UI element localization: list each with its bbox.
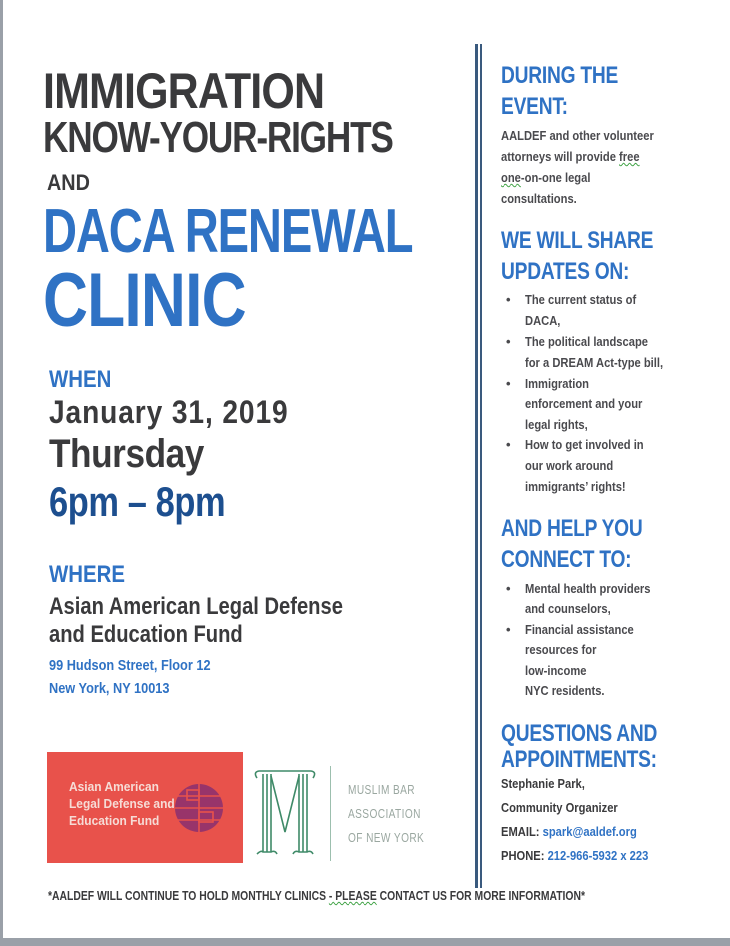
mbany-divider (330, 766, 331, 861)
during-heading-line2: EVENT: (501, 93, 568, 120)
aaldef-logo (47, 752, 243, 863)
share-heading-line1: WE WILL SHARE (501, 227, 654, 254)
mbany-logo-line2: ASSOCIATION (348, 806, 421, 821)
flyer-page (3, 0, 730, 938)
headline-daca-renewal: DACA RENEWAL (43, 197, 413, 266)
contact-phone (501, 848, 648, 863)
contact-email (501, 824, 637, 839)
headline-know-your-rights: KNOW-YOUR-RIGHTS (43, 113, 393, 162)
aaldef-logo-text (69, 778, 175, 829)
connect-heading-line1: AND HELP YOU (501, 515, 643, 542)
share-item-2-line2: for a DREAM Act-type bill, (525, 355, 664, 370)
when-label: WHEN (49, 366, 112, 393)
venue-name-line1: Asian American Legal Defense (49, 593, 343, 620)
connect-item-2-line4: NYC residents. (525, 683, 605, 698)
contact-title: Community Organizer (501, 800, 618, 815)
share-item-4-line3: immigrants’ rights! (525, 479, 626, 494)
during-text-line1: AALDEF and other volunteer (501, 128, 654, 143)
during-heading-line1: DURING THE (501, 62, 619, 89)
questions-heading-line2: APPOINTMENTS: (501, 746, 657, 773)
mbany-logo-line1: MUSLIM BAR (348, 782, 416, 797)
venue-address-line2: New York, NY 10013 (49, 680, 170, 697)
during-text-line2 (501, 149, 640, 164)
bullet-icon: • (506, 581, 511, 596)
spellcheck-word-please: - PLEASE (328, 889, 377, 903)
connect-item-2-line1: Financial assistance (525, 622, 634, 637)
share-item-3-line2: enforcement and your (525, 396, 643, 411)
during-text-line3-part: -on-one legal (520, 170, 591, 185)
during-text-line4: consultations. (501, 191, 577, 206)
venue-name-line2: and Education Fund (49, 621, 243, 648)
share-item-1-line2: DACA, (525, 313, 561, 328)
email-label: EMAIL: (501, 824, 543, 839)
event-day: Thursday (49, 432, 204, 476)
share-item-1-line1: The current status of (525, 292, 637, 307)
bullet-icon: • (506, 622, 511, 637)
footer-note-part3: CONTACT US FOR MORE INFORMATION* (376, 889, 586, 903)
headline-immigration: IMMIGRATION (43, 63, 325, 119)
share-item-2-line1: The political landscape (525, 334, 649, 349)
share-item-4-line1: How to get involved in (525, 437, 644, 452)
phone-label: PHONE: (501, 848, 548, 863)
connect-item-1-line2: and counselors, (525, 601, 611, 616)
where-label: WHERE (49, 561, 125, 588)
event-date: January 31, 2019 (49, 394, 289, 430)
share-item-4-line2: our work around (525, 458, 614, 473)
headline-and: AND (47, 170, 90, 195)
during-text-line2-part: attorneys will provide (501, 149, 620, 164)
bullet-icon: • (506, 437, 511, 452)
mbany-logo-text (348, 778, 424, 850)
phone-number: 212-966-5932 x 223 (547, 848, 649, 863)
connect-item-2-line3: low-income (525, 663, 587, 678)
questions-heading-line1: QUESTIONS AND (501, 720, 658, 747)
headline-clinic: CLINIC (43, 258, 246, 343)
bullet-icon: • (506, 376, 511, 391)
share-item-3-line3: legal rights, (525, 417, 588, 432)
spellcheck-word-one: one (501, 170, 521, 185)
connect-heading-line2: CONNECT TO: (501, 546, 632, 573)
mbany-logo-line3: OF NEW YORK (348, 830, 425, 845)
globe-icon (173, 782, 225, 834)
footer-note (48, 889, 585, 903)
bullet-icon: • (506, 334, 511, 349)
email-link[interactable]: spark@aaldef.org (542, 824, 637, 839)
mbany-monogram-icon (251, 768, 319, 858)
column-divider (475, 44, 482, 888)
connect-item-1-line1: Mental health providers (525, 581, 651, 596)
bullet-icon: • (506, 292, 511, 307)
contact-name: Stephanie Park, (501, 776, 585, 791)
event-time: 6pm – 8pm (49, 478, 226, 525)
connect-item-2-line2: resources for (525, 642, 597, 657)
footer-note-part1: *AALDEF WILL CONTINUE TO HOLD MONTHLY CLINICS (48, 889, 329, 903)
venue-address-line1: 99 Hudson Street, Floor 12 (49, 657, 211, 674)
share-heading-line2: UPDATES ON: (501, 258, 630, 285)
aaldef-logo-line3: Education Fund (69, 813, 160, 828)
spellcheck-word-free: free (619, 149, 640, 164)
share-item-3-line1: Immigration (525, 376, 589, 391)
aaldef-logo-line2: Legal Defense and (69, 796, 175, 811)
aaldef-logo-line1: Asian American (69, 779, 159, 794)
during-text-line3 (501, 170, 590, 185)
